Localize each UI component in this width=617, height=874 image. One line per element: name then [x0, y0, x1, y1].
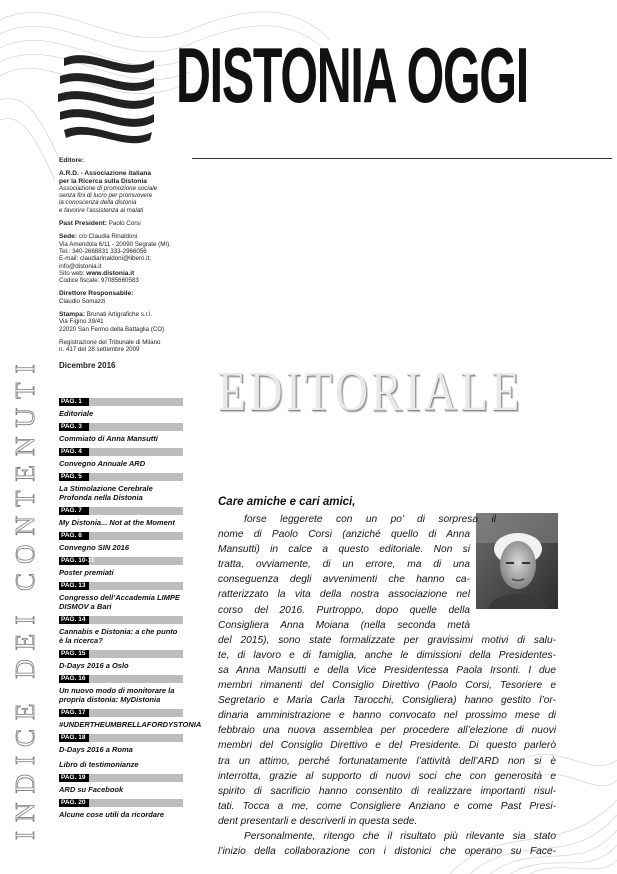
sede-line-1: c/o Claudia Rinaldoni	[78, 233, 138, 241]
sede-line-4: E-mail: claudiarinaldoni@libero.it;	[59, 255, 151, 263]
org-name-1: A.R.D. - Associazione italiana	[59, 170, 152, 178]
article-line: corso del 2016. Purtroppo, dopo quelle della	[218, 604, 470, 616]
toc-page: PAG. 1	[59, 398, 183, 406]
toc-page: PAG. 18	[59, 734, 183, 742]
article-line: nome di Paolo Corsi (anziché quello di Anna	[218, 529, 470, 541]
stampa-line-3: 22020 San Fermo della Battaglia (CO)	[59, 325, 165, 333]
stampa-line-1: Brunati Artigrafiche s.r.l.	[86, 311, 153, 319]
toc-entry[interactable]	[59, 398, 183, 421]
stampa-label: Stampa:	[59, 311, 86, 319]
org-desc-1: Associazione di promozione sociale	[59, 184, 158, 192]
article-line: forse leggerete con un po’ di sorpresa il	[244, 514, 496, 525]
article-line: tra un attimo, perché fortunatamente l’attività dell’ARD non si è	[218, 755, 556, 767]
toc-title: Commiato di Anna Mansutti	[59, 434, 158, 443]
org-desc-4: e favorire l’assistenza ai malati	[59, 206, 144, 214]
article-line: te, di lavoro e di famiglia, anche le dimissioni della Presidentes-	[218, 649, 556, 661]
article-line: Segretario e Maria Carla Tarocchi, Consigliera) hanno gestito l’or-	[218, 695, 556, 707]
article-line: Personalmente, ritengo che il risultato più rilevante sia stato	[244, 830, 556, 842]
director: Claudio Somazzi	[59, 297, 106, 305]
past-president-label: Past President:	[59, 220, 108, 228]
toc-title: D-Days 2016 a Roma	[59, 745, 133, 754]
article-line: febbraio una nuova assemblea per procedere all’elezione di nuovi	[218, 725, 556, 737]
toc-page: PAG. 13	[59, 582, 183, 590]
article-line: Mansutti) in calce a questo editoriale. Non si	[218, 544, 470, 556]
colophon	[59, 157, 187, 369]
website[interactable]: www.distonia.it	[86, 269, 135, 277]
sede-label: Sede:	[59, 233, 77, 241]
org-desc-2: senza fini di lucro per promuovere	[59, 192, 153, 200]
masthead-title: DISTONIA OGGI	[176, 31, 528, 119]
toc-title: ARD su Facebook	[59, 785, 124, 794]
article-salutation: Care amiche e cari amici,	[218, 496, 356, 508]
toc-entry[interactable]	[59, 507, 183, 530]
toc-page: PAG. 20	[59, 799, 183, 807]
toc-page: PAG. 14	[59, 616, 183, 624]
article-line: membri rimanenti del Consiglio Direttivo (Paolo Corsi, Tesoriere e	[218, 680, 556, 692]
toc-page: PAG. 16	[59, 675, 183, 683]
toc-title: Congresso dell’Accademia LIMPE DISMOV a Bari	[59, 593, 180, 611]
toc-title: #UNDERTHEUMBRELLAFORDYSTONIA	[59, 720, 202, 729]
article-line: spirito di sacrificio hanno consentito di realizzare importanti risul-	[218, 785, 556, 797]
web-label: Sito web:	[59, 269, 85, 277]
codice-fiscale: Codice fiscale: 97085660583	[59, 277, 139, 285]
toc-title: D-Days 2016 a Oslo	[59, 661, 129, 670]
toc-title: Libro di testimonianze	[59, 760, 139, 769]
toc-page: PAG. 17	[59, 709, 183, 717]
toc-page: PAG. 5	[59, 473, 183, 481]
masthead-rule	[192, 158, 612, 159]
toc-entry[interactable]	[59, 650, 183, 673]
toc-page: PAG. 15	[59, 650, 183, 658]
article-line: membri del Consiglio Direttivo e del Presidente. Di questo parlerò	[218, 740, 556, 752]
org-desc-3: la conoscenza della distonia	[59, 199, 137, 207]
toc-entry[interactable]	[59, 423, 183, 446]
toc-vertical-heading: INDICE DEI CONTENUTI	[10, 355, 40, 840]
toc-entry[interactable]	[59, 532, 183, 555]
toc-page: PAG. 3	[59, 423, 183, 431]
toc-title: Alcune cose utili da ricordare	[59, 810, 165, 819]
toc-page: PAG. 4	[59, 448, 183, 456]
article-line: conseguenza degli avvenimenti che hanno ca-	[218, 574, 470, 586]
article-line: interrotta, grazie al supporto di nuovi soci che con generosità e	[218, 770, 556, 782]
toc-entry[interactable]	[59, 675, 183, 707]
toc-entry[interactable]	[59, 757, 183, 772]
toc-title: Editoriale	[59, 409, 94, 418]
article-line: ratterizzato la vita della nostra associazione nel	[218, 589, 470, 601]
toc-title: Un nuovo modo di monitorare la propria distonia: MyDistonia	[59, 686, 175, 704]
registration-line-2: n. 417 del 28 settembre 2009	[59, 346, 140, 354]
toc-entry[interactable]	[59, 799, 183, 822]
toc-title: La Stimolazione Cerebrale Profonda nella Distonia	[59, 484, 153, 502]
toc-page: PAG. 8	[59, 532, 183, 540]
toc-page: PAG. 7	[59, 507, 183, 515]
director-label: Direttore Responsabile:	[59, 290, 134, 298]
toc-title: My Distonia... Not at the Moment	[59, 518, 175, 527]
article-line: sa Anna Mansutti e della Vice Presidentessa Paola Irsonti. I due	[218, 664, 556, 676]
past-president: Paolo Corsi	[108, 220, 141, 228]
toc-entry[interactable]	[59, 734, 183, 757]
article-line: tratta, ovviamente, di un errore, ma di una	[218, 559, 470, 571]
article-line: l’inizio della collaborazione con i distonici che operano su Face-	[218, 846, 556, 858]
org-name-2: per la Ricerca sulla Distonia	[59, 177, 147, 185]
toc-entry[interactable]	[59, 709, 202, 732]
toc-entry[interactable]	[59, 557, 183, 580]
article-line: tati. Tocca a me, come Consigliere Anziano e come Past Presi-	[218, 800, 556, 812]
article-line: dinaria amministrazione e hanno convocato nel prossimo mese di	[218, 710, 556, 722]
toc-page: PAG. 10-11	[59, 557, 183, 565]
toc-entry[interactable]	[59, 473, 183, 505]
toc-title: Poster premiati	[59, 568, 114, 577]
issue-date: Dicembre 2016	[59, 360, 116, 370]
toc-title: Convegno Annuale ARD	[59, 459, 146, 468]
sede-line-2: Via Amendola 6/11 - 20090 Segrate (MI).	[59, 240, 171, 248]
table-of-contents	[59, 396, 202, 822]
toc-entry[interactable]	[59, 448, 183, 471]
sede-line-3: Tel.: 340-2668831 333-2966056	[59, 247, 147, 255]
toc-entry[interactable]	[59, 774, 183, 797]
toc-entry[interactable]	[59, 582, 183, 614]
article-line: dent presentarli e descriverli in questa sede.	[218, 815, 418, 827]
article-line: del 2015), sono state formalizzate per gravissimi motivi di salu-	[218, 634, 556, 646]
ard-logo	[54, 46, 158, 150]
toc-title: Cannabis e Distonia: a che punto è la ricerca?	[59, 627, 178, 645]
section-title: EDITORIALE	[218, 361, 523, 423]
sede-line-5: info@distonia.it	[59, 262, 102, 270]
article-line: Consigliera Anna Moiana (nella seconda metà	[218, 619, 470, 631]
toc-entry[interactable]	[59, 616, 183, 648]
editor-label: Editore:	[59, 157, 84, 164]
article-body	[218, 512, 556, 859]
toc-page: PAG. 19	[59, 774, 183, 782]
registration-line-1: Registrazione del Tribunale di Milano	[59, 338, 161, 346]
stampa-line-2: Via Figino 39/41	[59, 318, 104, 326]
toc-title: Convegno SIN 2016	[59, 543, 130, 552]
